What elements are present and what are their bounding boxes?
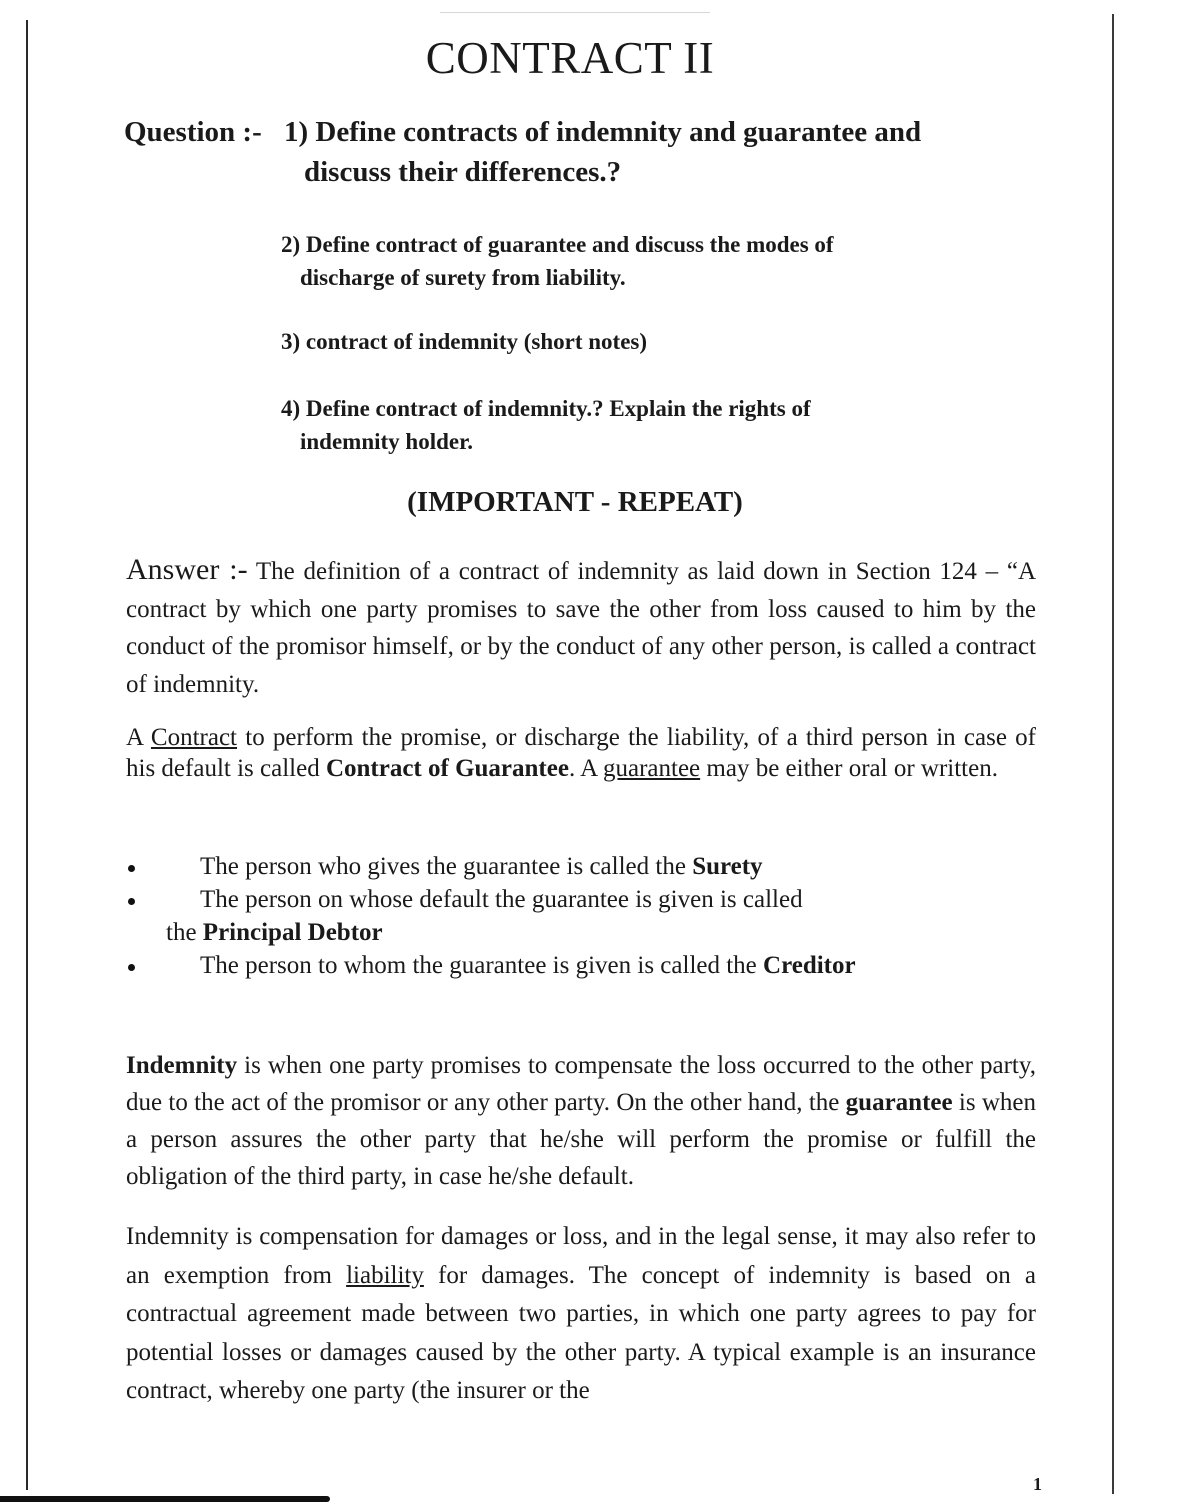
compensation-paragraph <box>126 1218 1036 1411</box>
contract-link[interactable]: Contract <box>150 724 238 751</box>
party-bullet-list <box>126 850 1026 982</box>
question-2-line2: discharge of surety from liability. <box>300 265 626 290</box>
page-title: CONTRACT II <box>425 33 715 83</box>
questions-label: Question :- <box>124 116 262 148</box>
question-2-line1: 2) Define contract of guarantee and discuss the modes of <box>281 232 834 257</box>
scan-left-edge <box>26 20 28 1490</box>
question-3-line1: 3) contract of indemnity (short notes) <box>281 329 648 354</box>
bullet-2-text: The person on whose default the guarantee is given is called <box>200 886 803 913</box>
bullet-1-term: Surety <box>692 853 763 880</box>
question-2 <box>281 228 1001 294</box>
guarantee-link[interactable]: guarantee <box>603 755 701 782</box>
compensation-text-1: Indemnity is compensation for damages or loss, and in the legal sense, it may also refer to an exemption from <box>126 1223 1036 1289</box>
difference-text-1: is when one party promises to compensate the loss occurred to the other party, due to the act of the promisor or any other party. On the other hand, the <box>126 1052 1036 1116</box>
answer-paragraph <box>126 551 1036 703</box>
difference-text-2: is when a person assures the other party that he/she will perform the promise or fulfill the obligation of the third party, in case he/she default. <box>126 1089 1037 1190</box>
guarantee-term: Contract of Guarantee <box>325 755 569 782</box>
bullet-2-term: Principal Debtor <box>202 919 383 946</box>
scan-right-edge <box>1112 14 1114 1494</box>
question-4-line1: 4) Define contract of indemnity.? Explain the rights of <box>281 396 811 421</box>
guarantee-mid1: to perform the promise, or discharge the liability, of a third person in case of his default is called <box>126 724 1036 782</box>
guarantee-paragraph <box>126 722 1036 784</box>
list-item <box>126 850 1026 883</box>
question-4 <box>281 392 1001 458</box>
guarantee-term-2: guarantee <box>845 1089 953 1116</box>
list-item <box>126 883 1026 949</box>
answer-label: Answer :- <box>126 553 248 586</box>
compensation-text-2: for damages. The concept of indemnity is based on a contractual agreement made between two parties, in which one party agrees to pay for potential losses or damages caused by the other party. A typical example is an insurance contract, whereby one party (the insurer or the <box>126 1261 1036 1404</box>
important-note: (IMPORTANT - REPEAT) <box>407 486 743 518</box>
bullet-icon <box>128 898 135 905</box>
bullet-icon <box>128 964 135 971</box>
difference-paragraph <box>126 1047 1036 1195</box>
bullet-3-term: Creditor <box>763 952 856 979</box>
liability-link[interactable]: liability <box>346 1261 424 1289</box>
bullet-2-wrap <box>166 916 1026 949</box>
question-3 <box>281 325 1001 358</box>
guarantee-mid2: . A <box>568 755 603 782</box>
bullet-icon <box>128 865 135 872</box>
guarantee-pre: A <box>126 724 151 751</box>
bullet-2-wrap-text: the <box>166 919 203 946</box>
bullet-3-text: The person to whom the guarantee is given is called the <box>200 952 764 979</box>
answer-text: The definition of a contract of indemnity as laid down in Section 124 – “A contract by which one party promises to save the other from loss caused to him by the conduct of the promisor himself, or by the conduct of any other person, is called a contract of indemnity. <box>126 558 1036 698</box>
bullet-1-text: The person who gives the guarantee is called the <box>200 853 693 880</box>
list-item <box>126 949 1026 982</box>
question-4-line2: indemnity holder. <box>300 429 473 454</box>
question-1-line1: 1) Define contracts of indemnity and guarantee and <box>284 116 922 148</box>
question-1-line2: discuss their differences.? <box>304 156 622 188</box>
scan-top-edge <box>440 12 710 13</box>
indemnity-term: Indemnity <box>126 1052 238 1079</box>
question-1 <box>284 112 1004 192</box>
scan-bottom-edge <box>0 1496 330 1502</box>
page-number: 1 <box>1033 1474 1042 1494</box>
guarantee-post: may be either oral or written. <box>700 755 998 782</box>
